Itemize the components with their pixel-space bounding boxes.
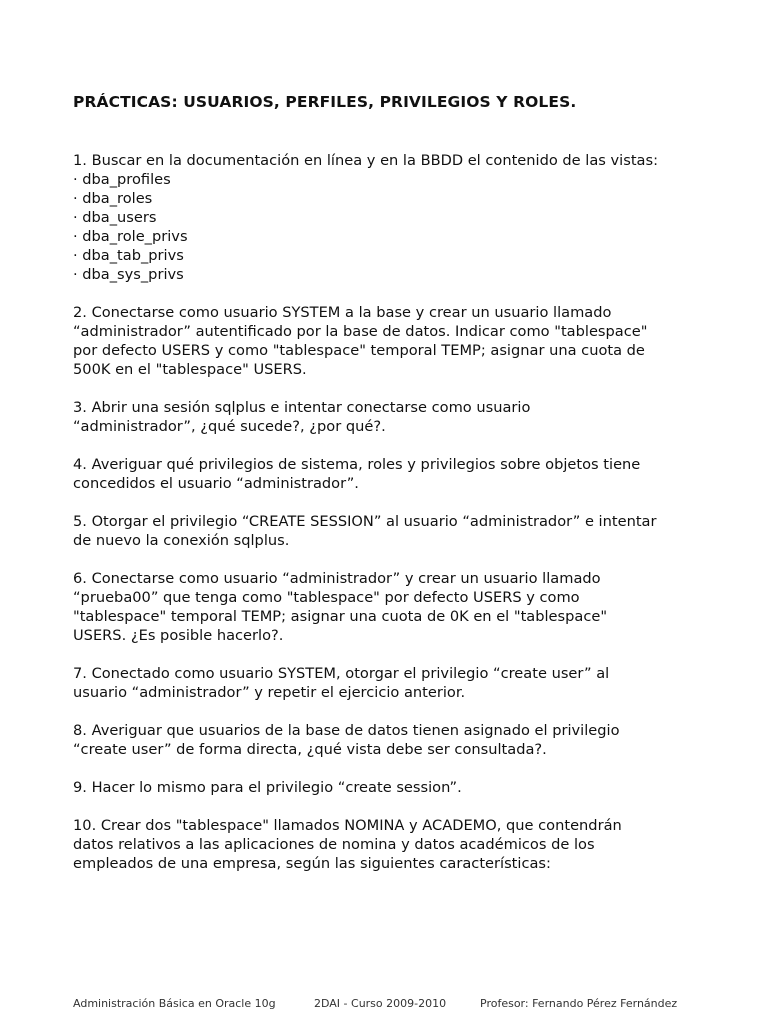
view-item: · dba_roles <box>73 190 153 207</box>
exercise-line: usuario “administrador” y repetir el ejercicio anterior. <box>73 684 466 701</box>
view-item: · dba_tab_privs <box>73 247 184 264</box>
exercise-line: "tablespace" temporal TEMP; asignar una cuota de 0K en el "tablespace" <box>73 608 608 625</box>
footer-teacher: Profesor: Fernando Pérez Fernández <box>480 997 678 1010</box>
exercise-line: 6. Conectarse como usuario “administrador” y crear un usuario llamado <box>73 570 601 587</box>
exercise-5 <box>73 512 713 550</box>
exercise-line: USERS. ¿Es posible hacerlo?. <box>73 627 284 644</box>
exercise-1 <box>73 151 713 284</box>
exercise-list <box>73 151 713 892</box>
exercise-line: 7. Conectado como usuario SYSTEM, otorgar el privilegio “create user” al <box>73 665 610 682</box>
exercise-7 <box>73 664 713 702</box>
view-item: · dba_sys_privs <box>73 266 184 283</box>
exercise-line: “administrador”, ¿qué sucede?, ¿por qué?. <box>73 418 386 435</box>
view-item: · dba_role_privs <box>73 228 188 245</box>
view-item: · dba_profiles <box>73 171 171 188</box>
footer-course: Administración Básica en Oracle 10g <box>73 997 276 1010</box>
exercise-line: 3. Abrir una sesión sqlplus e intentar conectarse como usuario <box>73 399 531 416</box>
exercise-line: 5. Otorgar el privilegio “CREATE SESSION” al usuario “administrador” e intentar <box>73 513 657 530</box>
exercise-9 <box>73 778 713 797</box>
exercise-8 <box>73 721 713 759</box>
exercise-line: por defecto USERS y como "tablespace" temporal TEMP; asignar una cuota de <box>73 342 645 359</box>
exercise-3 <box>73 398 713 436</box>
exercise-2 <box>73 303 713 379</box>
exercise-line: 1. Buscar en la documentación en línea y en la BBDD el contenido de las vistas: <box>73 152 659 169</box>
exercise-6 <box>73 569 713 645</box>
exercise-line: de nuevo la conexión sqlplus. <box>73 532 290 549</box>
exercise-line: 10. Crear dos "tablespace" llamados NOMINA y ACADEMO, que contendrán <box>73 817 622 834</box>
exercise-line: concedidos el usuario “administrador”. <box>73 475 359 492</box>
exercise-line: empleados de una empresa, según las siguientes características: <box>73 855 551 872</box>
view-item: · dba_users <box>73 209 157 226</box>
exercise-line: 500K en el "tablespace" USERS. <box>73 361 307 378</box>
exercise-line: “create user” de forma directa, ¿qué vista debe ser consultada?. <box>73 741 547 758</box>
exercise-4 <box>73 455 713 493</box>
exercise-line: “prueba00” que tenga como "tablespace" por defecto USERS y como <box>73 589 580 606</box>
exercise-line: datos relativos a las aplicaciones de nomina y datos académicos de los <box>73 836 595 853</box>
exercise-10 <box>73 816 713 873</box>
page-title: PRÁCTICAS: USUARIOS, PERFILES, PRIVILEGIOS Y ROLES. <box>73 93 577 111</box>
exercise-line: 4. Averiguar qué privilegios de sistema, roles y privilegios sobre objetos tiene <box>73 456 641 473</box>
footer-group: 2DAI - Curso 2009-2010 <box>314 997 447 1010</box>
exercise-line: 8. Averiguar que usuarios de la base de datos tienen asignado el privilegio <box>73 722 620 739</box>
exercise-line: “administrador” autentificado por la base de datos. Indicar como "tablespace" <box>73 323 648 340</box>
exercise-line: 9. Hacer lo mismo para el privilegio “create session”. <box>73 779 462 796</box>
exercise-line: 2. Conectarse como usuario SYSTEM a la base y crear un usuario llamado <box>73 304 612 321</box>
